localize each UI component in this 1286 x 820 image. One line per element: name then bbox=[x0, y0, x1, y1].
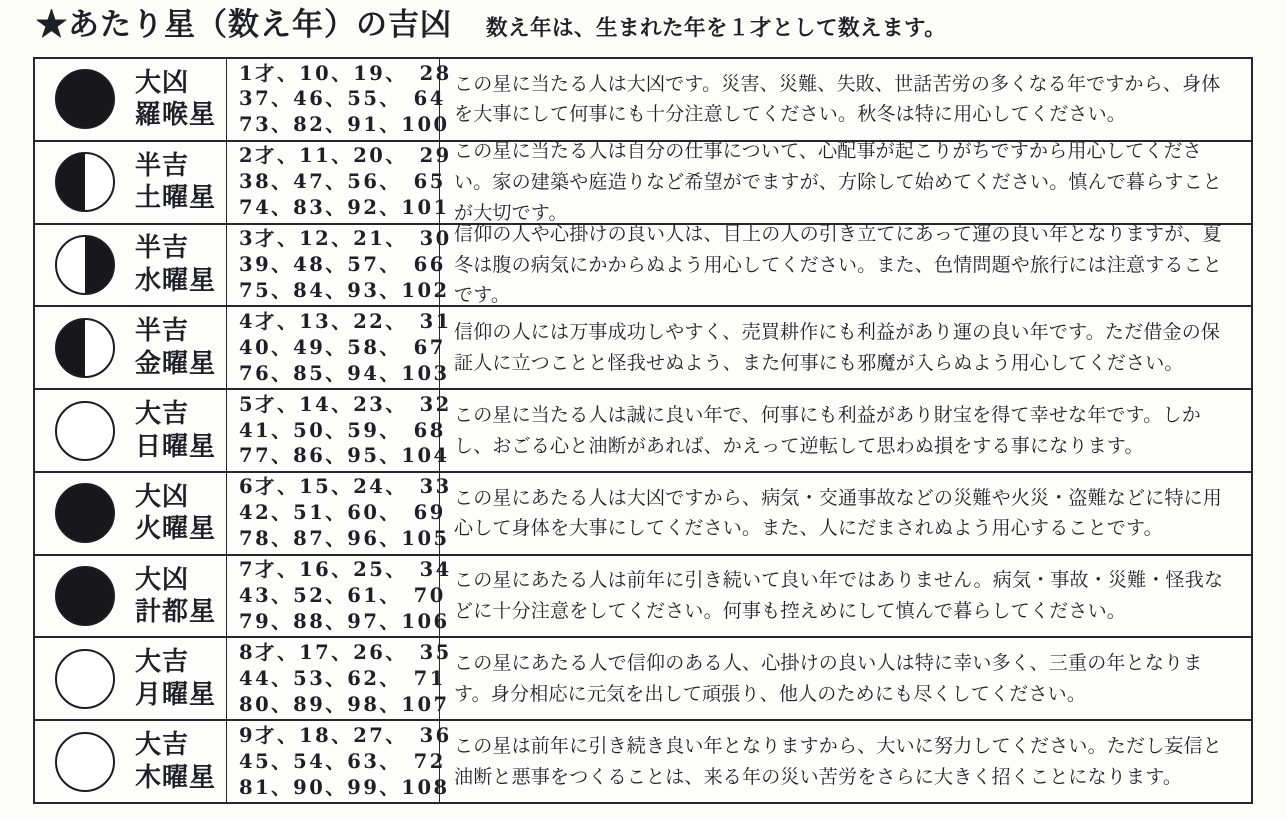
star-name: 木曜星 bbox=[135, 762, 217, 793]
description-cell bbox=[440, 59, 1251, 140]
ages-line: 5才、14、23、 32 bbox=[239, 392, 452, 416]
fortune-rank: 大吉 bbox=[135, 730, 190, 761]
black-circle-icon bbox=[55, 483, 115, 543]
star-name: 水曜星 bbox=[135, 265, 217, 296]
ages-line: 38、47、56、 65 bbox=[239, 170, 446, 194]
ages-cell bbox=[227, 473, 452, 554]
description-text: この星にあたる人は大凶ですから、病気・交通事故などの災難や火災・盗難などに特に用心して身体を大事にしてください。また、人にだまされぬよう用心することです。 bbox=[454, 486, 1223, 540]
description-cell bbox=[440, 307, 1251, 388]
page-subtitle: 数え年は、生まれた年を１才として数えます。 bbox=[486, 15, 947, 41]
fortune-table bbox=[33, 57, 1253, 804]
star-label bbox=[135, 729, 216, 794]
star-cell bbox=[35, 556, 227, 637]
white-circle-icon bbox=[55, 732, 115, 792]
star-cell bbox=[35, 59, 227, 140]
white-circle-icon bbox=[55, 649, 115, 709]
star-cell bbox=[35, 307, 227, 388]
description-cell bbox=[440, 390, 1251, 471]
ages-line: 6才、15、24、 33 bbox=[239, 475, 452, 499]
ages-line: 7才、16、25、 34 bbox=[239, 558, 452, 582]
black-circle-icon bbox=[55, 69, 115, 129]
description-cell bbox=[440, 556, 1251, 637]
description-cell bbox=[440, 638, 1251, 719]
document-header bbox=[36, 6, 946, 45]
ages-line: 45、54、63、 72 bbox=[239, 749, 446, 773]
star-label bbox=[135, 232, 216, 297]
ages-line: 44、53、62、 71 bbox=[239, 666, 446, 690]
table-row bbox=[35, 390, 1251, 473]
ages-line: 2才、11、20、 29 bbox=[239, 144, 452, 168]
ages-line: 3才、12、21、 30 bbox=[239, 227, 452, 251]
description-cell bbox=[440, 142, 1251, 223]
fortune-rank: 半吉 bbox=[135, 233, 190, 264]
ages-line: 4才、13、22、 31 bbox=[239, 309, 452, 333]
description-text: この星に当たる人は自分の仕事について、心配事が起こりがちですから用心してください。家の建築や庭造りなど希望がでますが、方除して始めてください。慎んで暮らすことが大切です。 bbox=[454, 140, 1223, 224]
star-name: 羅喉星 bbox=[135, 100, 217, 131]
black-circle-icon bbox=[55, 566, 115, 626]
fortune-rank: 大吉 bbox=[135, 399, 190, 430]
ages-cell bbox=[227, 638, 452, 719]
star-name: 土曜星 bbox=[135, 183, 217, 214]
half-black-left-circle-icon bbox=[55, 318, 115, 378]
ages-line: 73、82、91、100 bbox=[239, 113, 450, 137]
ages-line: 1才、10、19、 28 bbox=[239, 61, 452, 85]
description-text: この星に当たる人は誠に良い年で、何事にも利益があり財宝を得て幸せな年です。しかし、おごる心と油断があれば、かえって逆転して思わぬ損をする事になります。 bbox=[454, 403, 1201, 457]
half-black-right-circle-icon bbox=[55, 235, 115, 295]
table-row bbox=[35, 556, 1251, 639]
ages-line: 77、86、95、104 bbox=[239, 444, 450, 468]
ages-line: 37、46、55、 64 bbox=[239, 87, 446, 111]
half-black-left-circle-icon bbox=[55, 152, 115, 212]
fortune-rank: 大凶 bbox=[135, 481, 190, 512]
ages-line: 81、90、99、108 bbox=[239, 775, 450, 799]
ages-line: 74、83、92、101 bbox=[239, 196, 450, 220]
ages-line: 9才、18、27、 36 bbox=[239, 723, 452, 747]
description-text: 信仰の人には万事成功しやすく、売買耕作にも利益があり運の良い年です。ただ借金の保証人に立つことと怪我せぬよう、また何事にも邪魔が入らぬよう用心してください。 bbox=[454, 320, 1221, 374]
ages-line: 76、85、94、103 bbox=[239, 361, 450, 385]
ages-line: 41、50、59、 68 bbox=[239, 418, 446, 442]
table-row bbox=[35, 721, 1251, 802]
ages-line: 40、49、58、 67 bbox=[239, 335, 446, 359]
description-cell bbox=[440, 721, 1251, 802]
description-text: この星にあたる人は前年に引き続いて良い年ではありません。病気・事故・災難・怪我などに十分注意をしてください。何事も控えめにして慎んで暮らしてください。 bbox=[454, 569, 1224, 623]
ages-cell bbox=[227, 721, 452, 802]
fortune-rank: 半吉 bbox=[135, 316, 190, 347]
star-label bbox=[135, 564, 216, 629]
table-row bbox=[35, 638, 1251, 721]
ages-line: 78、87、96、105 bbox=[239, 527, 450, 551]
description-text: この星に当たる人は大凶です。災害、災難、失敗、世話苦労の多くなる年ですから、身体を大事にして何事にも十分注意してください。秋冬は特に用心してください。 bbox=[454, 72, 1221, 126]
description-cell bbox=[440, 473, 1251, 554]
ages-line: 8才、17、26、 35 bbox=[239, 640, 452, 664]
star-name: 火曜星 bbox=[135, 514, 217, 545]
star-cell bbox=[35, 721, 227, 802]
white-circle-icon bbox=[55, 401, 115, 461]
star-name: 計都星 bbox=[135, 597, 217, 628]
star-cell bbox=[35, 142, 227, 223]
description-text: 信仰の人や心掛けの良い人は、目上の人の引き立てにあって運の良い年となりますが、夏冬は腹の病気にかからぬよう用心してください。また、色情問題や旅行には注意することです。 bbox=[454, 222, 1223, 307]
star-label bbox=[135, 67, 216, 132]
star-label bbox=[135, 150, 216, 215]
star-name: 月曜星 bbox=[135, 679, 217, 710]
ages-cell bbox=[227, 307, 452, 388]
ages-cell bbox=[227, 59, 452, 140]
ages-line: 43、52、61、 70 bbox=[239, 584, 446, 608]
ages-line: 80、89、98、107 bbox=[239, 692, 450, 716]
description-text: この星は前年に引き続き良い年となりますから、大いに努力してください。ただし妄信と油断と悪事をつくることは、来る年の災い苦労をさらに大きく招くことになります。 bbox=[454, 734, 1223, 788]
table-row bbox=[35, 473, 1251, 556]
table-row bbox=[35, 222, 1251, 308]
table-row bbox=[35, 59, 1251, 142]
table-row bbox=[35, 307, 1251, 390]
fortune-rank: 大吉 bbox=[135, 647, 190, 678]
ages-cell bbox=[227, 556, 452, 637]
star-label bbox=[135, 315, 216, 380]
star-label bbox=[135, 398, 216, 463]
ages-cell bbox=[227, 225, 452, 306]
ages-cell bbox=[227, 142, 452, 223]
ages-cell bbox=[227, 390, 452, 471]
star-cell bbox=[35, 225, 227, 306]
star-label bbox=[135, 481, 216, 546]
ages-line: 39、48、57、 66 bbox=[239, 252, 446, 276]
table-row bbox=[35, 142, 1251, 225]
description-text: この星にあたる人で信仰のある人、心掛けの良い人は特に幸い多く、三重の年となります。身分相応に元気を出して頑張り、他人のためにも尽くしてください。 bbox=[454, 652, 1203, 705]
description-cell bbox=[440, 222, 1251, 307]
ages-line: 42、51、60、 69 bbox=[239, 501, 446, 525]
page-title: ★あたり星（数え年）の吉凶 bbox=[36, 7, 452, 43]
star-label bbox=[135, 646, 216, 711]
star-name: 金曜星 bbox=[135, 348, 217, 379]
fortune-rank: 大凶 bbox=[135, 67, 190, 98]
ages-line: 79、88、97、106 bbox=[239, 610, 450, 634]
fortune-rank: 大凶 bbox=[135, 564, 190, 595]
star-cell bbox=[35, 390, 227, 471]
star-name: 日曜星 bbox=[135, 431, 217, 462]
star-cell bbox=[35, 638, 227, 719]
star-cell bbox=[35, 473, 227, 554]
fortune-rank: 半吉 bbox=[135, 150, 190, 181]
ages-line: 75、84、93、102 bbox=[239, 278, 450, 302]
